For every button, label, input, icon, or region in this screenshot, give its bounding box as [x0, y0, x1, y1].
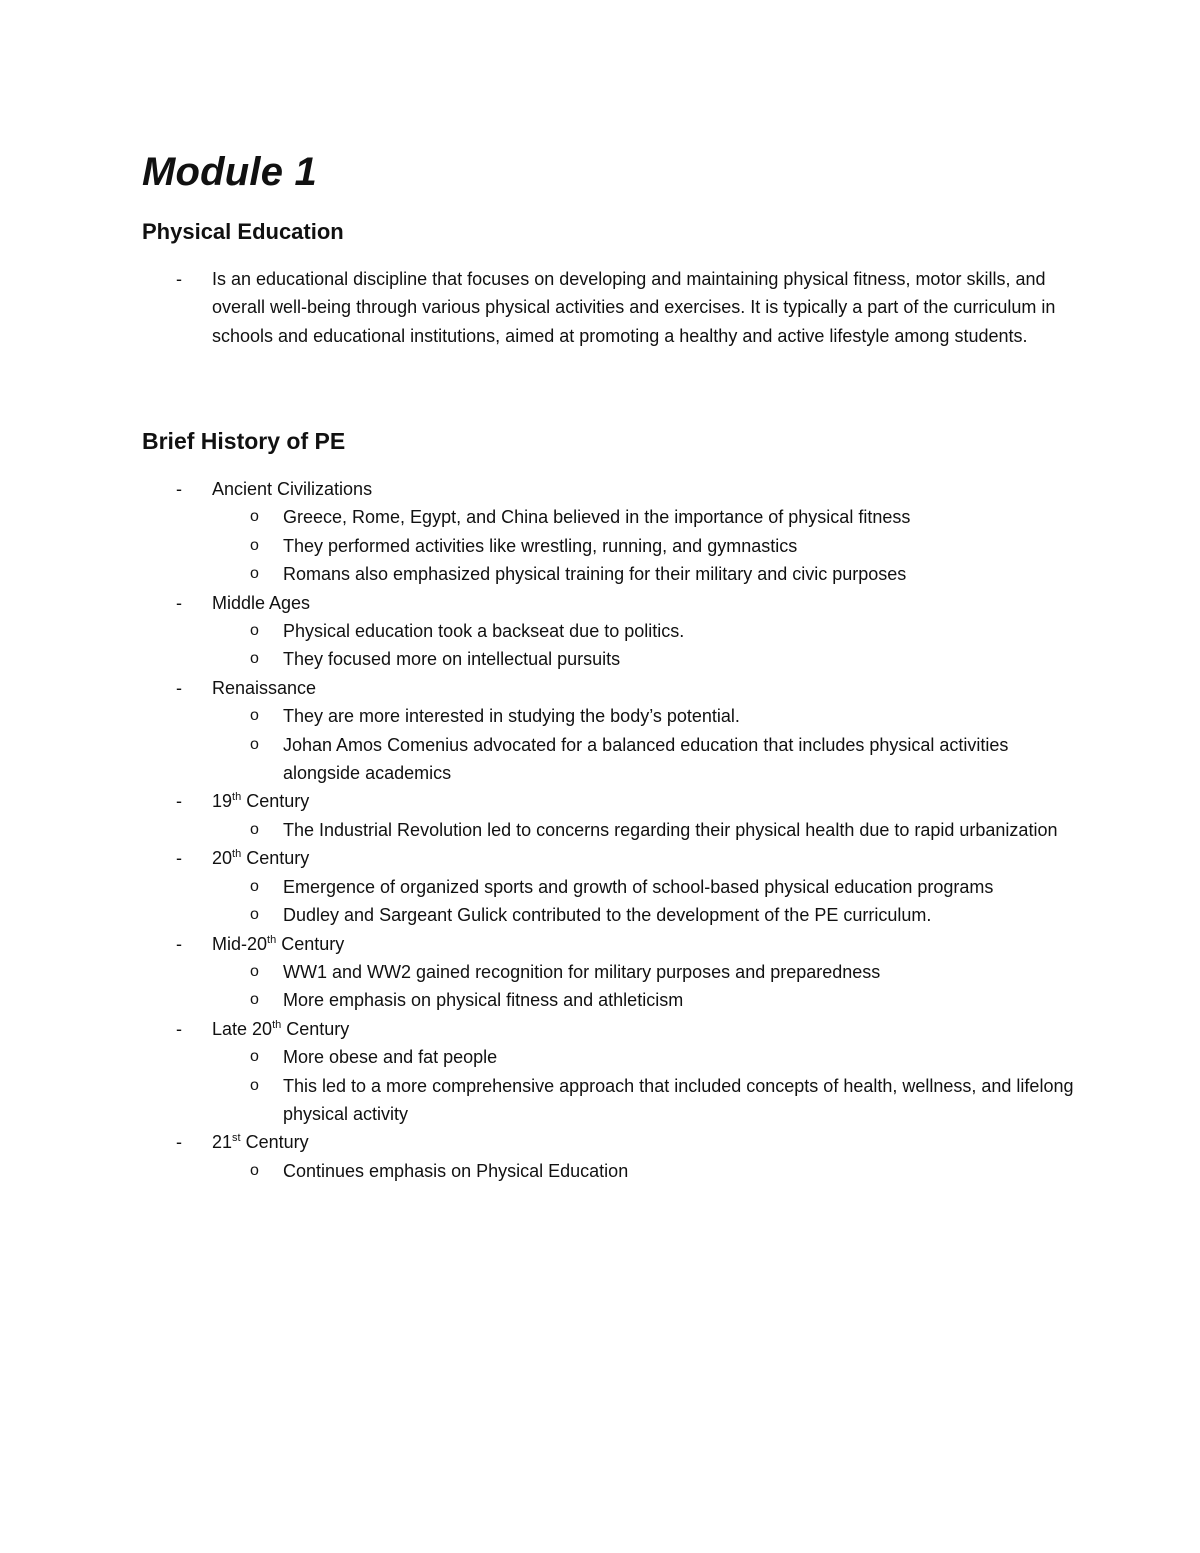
definition-item: [0, 265, 1072, 350]
history-list: [0, 475, 1072, 1185]
history-sublist: [212, 1043, 1072, 1128]
history-subitem: [212, 702, 1083, 730]
history-subitem: [212, 503, 1083, 531]
dash-bullet: -: [176, 791, 182, 812]
circle-bullet: o: [250, 508, 259, 526]
history-item-20th-century: [0, 844, 1072, 929]
history-subitem-text: The Industrial Revolution led to concerns regarding their physical health due to rapid urbanization: [283, 819, 1058, 840]
label-prefix: 19: [212, 791, 233, 812]
history-item-19th-century: [0, 787, 1072, 844]
circle-bullet: o: [250, 906, 259, 924]
dash-bullet: -: [176, 592, 182, 613]
history-subitem: [212, 617, 1083, 645]
label-prefix: 21: [212, 1132, 233, 1153]
label-suffix: Century: [276, 933, 345, 954]
label-prefix: 20: [212, 848, 233, 869]
history-subitem-text: Greece, Rome, Egypt, and China believed in the importance of physical fitness: [283, 507, 911, 528]
history-item-label: [212, 791, 309, 811]
dash-bullet: -: [176, 1132, 182, 1153]
dash-bullet: -: [176, 933, 182, 954]
history-sublist: [212, 873, 1072, 930]
history-sublist: [212, 816, 1072, 844]
history-item-late-20th-century: [0, 1015, 1072, 1129]
history-subitem-text: More obese and fat people: [283, 1047, 498, 1068]
history-subitem-text: More emphasis on physical fitness and athleticism: [283, 990, 684, 1011]
history-subitem-text: Romans also emphasized physical training for their military and civic purposes: [283, 564, 907, 585]
history-item-label: Renaissance: [212, 677, 317, 698]
ordinal-suffix: th: [232, 848, 242, 861]
circle-bullet: o: [250, 1076, 259, 1094]
history-sublist: [212, 503, 1072, 588]
history-subitem: [212, 816, 1083, 844]
history-subitem-text: They are more interested in studying the body’s potential.: [283, 706, 740, 727]
history-item-renaissance: [0, 674, 1072, 788]
section-heading-brief-history: Brief History of PE: [142, 428, 346, 454]
label-prefix: Mid-20: [212, 933, 268, 954]
history-subitem: [212, 873, 1083, 901]
circle-bullet: o: [250, 565, 259, 583]
circle-bullet: o: [250, 650, 259, 668]
history-subitem: [212, 901, 1083, 929]
history-item-21st-century: [0, 1128, 1072, 1185]
history-item-label: [212, 848, 309, 868]
history-sublist: [212, 958, 1072, 1015]
dash-bullet: -: [176, 677, 182, 698]
circle-bullet: o: [250, 622, 259, 640]
history-item-mid-20th-century: [0, 930, 1072, 1015]
history-subitem-text: This led to a more comprehensive approach that included concepts of health, wellness, and lifelong physical activity: [283, 1075, 1074, 1124]
history-subitem-text: They focused more on intellectual pursuits: [283, 649, 621, 670]
ordinal-suffix: th: [272, 1018, 282, 1031]
circle-bullet: o: [250, 707, 259, 725]
history-subitem: [212, 1072, 1083, 1129]
history-subitem-text: Continues emphasis on Physical Education: [283, 1160, 629, 1181]
history-subitem: [212, 731, 1083, 788]
dash-bullet: -: [176, 269, 182, 289]
history-item-label: [212, 1132, 309, 1152]
label-suffix: Century: [240, 1132, 309, 1153]
ordinal-suffix: st: [232, 1132, 241, 1145]
history-subitem-text: They performed activities like wrestling, running, and gymnastics: [283, 535, 798, 556]
label-suffix: Century: [241, 791, 310, 812]
history-subitem-text: Dudley and Sargeant Gulick contributed to the development of the PE curriculum.: [283, 905, 932, 926]
history-sublist: [212, 1157, 1072, 1185]
history-item-middle-ages: [0, 589, 1072, 674]
ordinal-suffix: th: [232, 791, 242, 804]
circle-bullet: o: [250, 820, 259, 838]
definition-paragraph: Is an educational discipline that focuses on developing and maintaining physical fitness, motor skills, and overall well-being through various physical activities and exercises. It is typically a part of the curriculum in schools and educational institutions, aimed at promoting a healthy and active lifestyle among students.: [212, 269, 1056, 346]
history-subitem: [212, 532, 1083, 560]
history-subitem: [212, 1157, 1083, 1185]
circle-bullet: o: [250, 735, 259, 753]
history-subitem: [212, 645, 1083, 673]
dash-bullet: -: [176, 479, 182, 499]
label-suffix: Century: [281, 1018, 350, 1039]
circle-bullet: o: [250, 991, 259, 1009]
label-prefix: Late 20: [212, 1018, 273, 1039]
page-title: Module 1: [142, 150, 317, 194]
history-subitem-text: Physical education took a backseat due to politics.: [283, 621, 685, 642]
circle-bullet: o: [250, 1161, 259, 1179]
dash-bullet: -: [176, 848, 182, 869]
history-subitem: [212, 560, 1083, 588]
history-item-ancient-civilizations: [0, 475, 1072, 589]
ordinal-suffix: th: [267, 933, 277, 946]
history-sublist: [212, 702, 1072, 787]
circle-bullet: o: [250, 536, 259, 554]
history-item-label: Middle Ages: [212, 592, 311, 613]
label-suffix: Century: [241, 848, 310, 869]
history-subitem: [212, 958, 1083, 986]
dash-bullet: -: [176, 1018, 182, 1039]
history-item-label: [212, 934, 344, 954]
history-subitem-text: Emergence of organized sports and growth of school-based physical education programs: [283, 876, 994, 897]
circle-bullet: o: [250, 877, 259, 895]
history-subitem-text: WW1 and WW2 gained recognition for military purposes and preparedness: [283, 961, 881, 982]
section-heading-physical-education: Physical Education: [142, 219, 344, 244]
history-subitem: [212, 1043, 1083, 1071]
circle-bullet: o: [250, 1048, 259, 1066]
history-subitem: [212, 986, 1083, 1014]
history-subitem-text: Johan Amos Comenius advocated for a balanced education that includes physical activities alongside academics: [283, 734, 1009, 784]
history-sublist: [212, 617, 1072, 674]
definition-list: [0, 265, 1072, 350]
history-item-label: Ancient Civilizations: [212, 479, 373, 499]
circle-bullet: o: [250, 962, 259, 980]
history-item-label: [212, 1019, 349, 1039]
